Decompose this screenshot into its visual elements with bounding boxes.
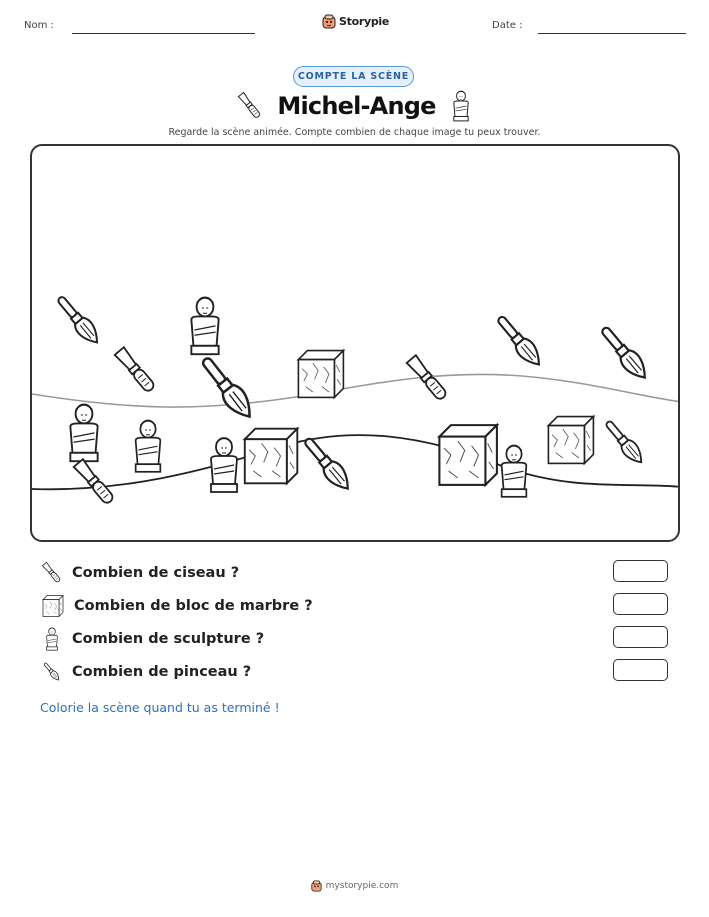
scene-artwork bbox=[32, 146, 680, 542]
scene-sculpture-5 bbox=[502, 446, 527, 497]
sculpture-icon bbox=[40, 627, 64, 651]
name-label: Nom : bbox=[24, 20, 54, 31]
question-sculpture bbox=[40, 627, 264, 651]
scene-brush-6 bbox=[602, 418, 647, 467]
date-line[interactable] bbox=[538, 33, 686, 34]
name-line[interactable] bbox=[72, 33, 255, 34]
chisel-icon bbox=[40, 561, 64, 585]
site-footer bbox=[0, 880, 709, 892]
question-label: Combien de pinceau ? bbox=[72, 664, 252, 680]
scene-brush-2 bbox=[197, 353, 258, 423]
question-label: Combien de ciseau ? bbox=[72, 565, 240, 581]
coloring-note: Colorie la scène quand tu as terminé ! bbox=[40, 700, 280, 715]
counting-scene[interactable] bbox=[30, 144, 680, 542]
scene-chisel-1 bbox=[115, 347, 156, 393]
title-row bbox=[0, 90, 709, 122]
scene-sculpture-2 bbox=[70, 405, 97, 462]
brand-name: Storypie bbox=[339, 15, 390, 28]
site-url[interactable]: mystorypie.com bbox=[325, 881, 399, 891]
scene-chisel-3 bbox=[74, 459, 115, 505]
question-label: Combien de bloc de marbre ? bbox=[74, 598, 313, 614]
scene-block-4 bbox=[548, 417, 593, 464]
answer-box-sculpture[interactable] bbox=[613, 626, 668, 648]
marble-block-icon bbox=[40, 594, 66, 618]
storypie-logo-icon bbox=[322, 14, 336, 29]
scene-brush-1 bbox=[53, 293, 103, 348]
scene-block-3 bbox=[439, 425, 497, 485]
storypie-logo-icon bbox=[311, 880, 322, 892]
page-title: Michel-Ange bbox=[277, 92, 436, 120]
paintbrush-icon bbox=[40, 660, 64, 684]
scene-brush-5 bbox=[300, 434, 355, 494]
question-brush bbox=[40, 660, 251, 684]
scene-brush-4 bbox=[597, 323, 652, 383]
question-block bbox=[40, 594, 313, 618]
brand-logo bbox=[322, 14, 389, 29]
activity-badge: COMPTE LA SCÈNE bbox=[293, 66, 414, 87]
scene-block-2 bbox=[245, 429, 297, 484]
sculpture-icon bbox=[450, 90, 472, 122]
scene-brush-3 bbox=[493, 312, 545, 370]
question-chisel bbox=[40, 561, 239, 585]
question-label: Combien de sculpture ? bbox=[72, 631, 265, 647]
date-label: Date : bbox=[492, 20, 523, 31]
scene-sculpture-4 bbox=[211, 438, 237, 492]
instructions: Regarde la scène animée. Compte combien de chaque image tu peux trouver. bbox=[168, 127, 541, 138]
scene-sculpture-1 bbox=[191, 298, 218, 355]
scene-block-1 bbox=[298, 351, 343, 398]
answer-box-brush[interactable] bbox=[613, 659, 668, 681]
chisel-icon bbox=[237, 90, 263, 122]
scene-sculpture-3 bbox=[136, 421, 161, 472]
answer-box-chisel[interactable] bbox=[613, 560, 668, 582]
answer-box-block[interactable] bbox=[613, 593, 668, 615]
